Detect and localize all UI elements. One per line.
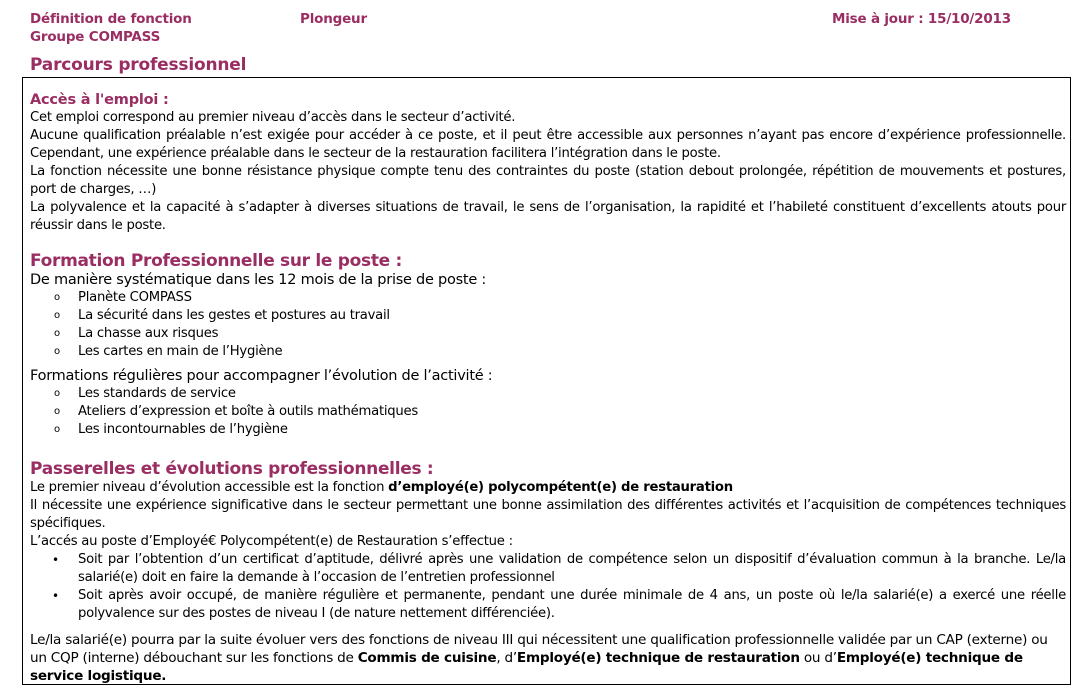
section-title-acces: Accès à l'emploi : bbox=[30, 92, 169, 108]
circle-bullet-icon: o bbox=[54, 346, 60, 357]
formation-list-regular bbox=[30, 385, 1066, 439]
list-item: o Les incontournables de l’hygiène bbox=[54, 422, 288, 437]
list-item: o Les standards de service bbox=[54, 386, 236, 401]
formation-intro-systematic: De manière systématique dans les 12 mois de la prise de poste : bbox=[30, 272, 487, 288]
list-item: o La sécurité dans les gestes et postures au travail bbox=[54, 308, 390, 323]
acces-paragraph: Cet emploi correspond au premier niveau d’accès dans le secteur d’activité. bbox=[30, 110, 516, 125]
circle-bullet-icon: o bbox=[54, 406, 60, 417]
section-passerelles bbox=[30, 459, 1066, 685]
passerelles-paragraph: Il nécessite une expérience significative dans le secteur permettant une bonne assimilation des différentes activités et l’acquisition de compétences techniques spécifiques. bbox=[30, 498, 1066, 531]
passerelles-paragraph: L’accés au poste d’Employé€ Polycompétent(e) de Restauration s’effectue : bbox=[30, 534, 513, 549]
section-title-formation: Formation Professionnelle sur le poste : bbox=[30, 251, 402, 271]
circle-bullet-icon: o bbox=[54, 328, 60, 339]
passerelles-paragraph: Le premier niveau d’évolution accessible est la fonction d’employé(e) polycompétent(e) de restauration bbox=[30, 480, 733, 495]
acces-paragraph: La polyvalence et la capacité à s’adapter à diverses situations de travail, le sens de l’organisation, la rapidité et l’habileté constituent d’excellents atouts pour réussir dans le poste. bbox=[30, 200, 1066, 233]
circle-bullet-icon: o bbox=[54, 388, 60, 399]
list-item: o Ateliers d’expression et boîte à outils mathématiques bbox=[54, 404, 418, 419]
job-title: Plongeur bbox=[300, 11, 367, 27]
list-item: • Soit par l’obtention d’un certificat d’aptitude, délivré après une validation de compétence selon un dispositif d’évaluation commun à la branche. Le/la salarié(e) doit en faire la demande à l’occasion de l’entretien professionnel bbox=[52, 552, 1066, 585]
passerelles-final-paragraph: Le/la salarié(e) pourra par la suite évoluer vers des fonctions de niveau III qui nécessitent une qualification professionnelle validée par un CAP (externe) ou un CQP (interne) débouchant sur les fonctions de Commis de cuisine, d’Employé(e) technique de restauration ou d’Employé(e) technique de service logistique. bbox=[30, 632, 1048, 684]
formation-intro-regular: Formations régulières pour accompagner l’évolution de l’activité : bbox=[30, 368, 493, 384]
document-type: Définition de fonction bbox=[30, 11, 192, 27]
section-formation bbox=[30, 251, 1066, 439]
access-conditions-list bbox=[30, 551, 1066, 623]
list-item: o Les cartes en main de l’Hygiène bbox=[54, 344, 283, 359]
formation-list-systematic bbox=[30, 289, 1066, 361]
document-header-left bbox=[30, 10, 192, 46]
update-date: Mise à jour : 15/10/2013 bbox=[832, 11, 1011, 27]
circle-bullet-icon: o bbox=[54, 310, 60, 321]
bullet-icon: • bbox=[52, 589, 59, 603]
acces-paragraph: La fonction nécessite une bonne résistance physique compte tenu des contraintes du poste (station debout prolongée, répétition de mouvements et postures, port de charges, …) bbox=[30, 164, 1066, 197]
section-acces bbox=[30, 91, 1066, 235]
section-title-passerelles: Passerelles et évolutions professionnelles : bbox=[30, 459, 434, 479]
acces-paragraph: Aucune qualification préalable n’est exigée pour accéder à ce poste, et il peut être accessible aux personnes n’ayant pas encore d’expérience professionnelle. Cependant, une expérience préalable dans le secteur de la restauration facilitera l’intégration dans le poste. bbox=[30, 128, 1066, 161]
company-name: Groupe COMPASS bbox=[30, 29, 161, 45]
list-item: • Soit après avoir occupé, de manière régulière et permanente, pendant une durée minimale de 4 ans, un poste où le/la salarié(e) a exercé une réelle polyvalence sur des postes de niveau I (de nature nettement différenciée). bbox=[52, 588, 1066, 621]
circle-bullet-icon: o bbox=[54, 424, 60, 435]
list-item: o La chasse aux risques bbox=[54, 326, 219, 341]
list-item: o Planète COMPASS bbox=[54, 290, 192, 305]
bullet-icon: • bbox=[52, 553, 59, 567]
page-title: Parcours professionnel bbox=[30, 55, 247, 75]
circle-bullet-icon: o bbox=[54, 292, 60, 303]
